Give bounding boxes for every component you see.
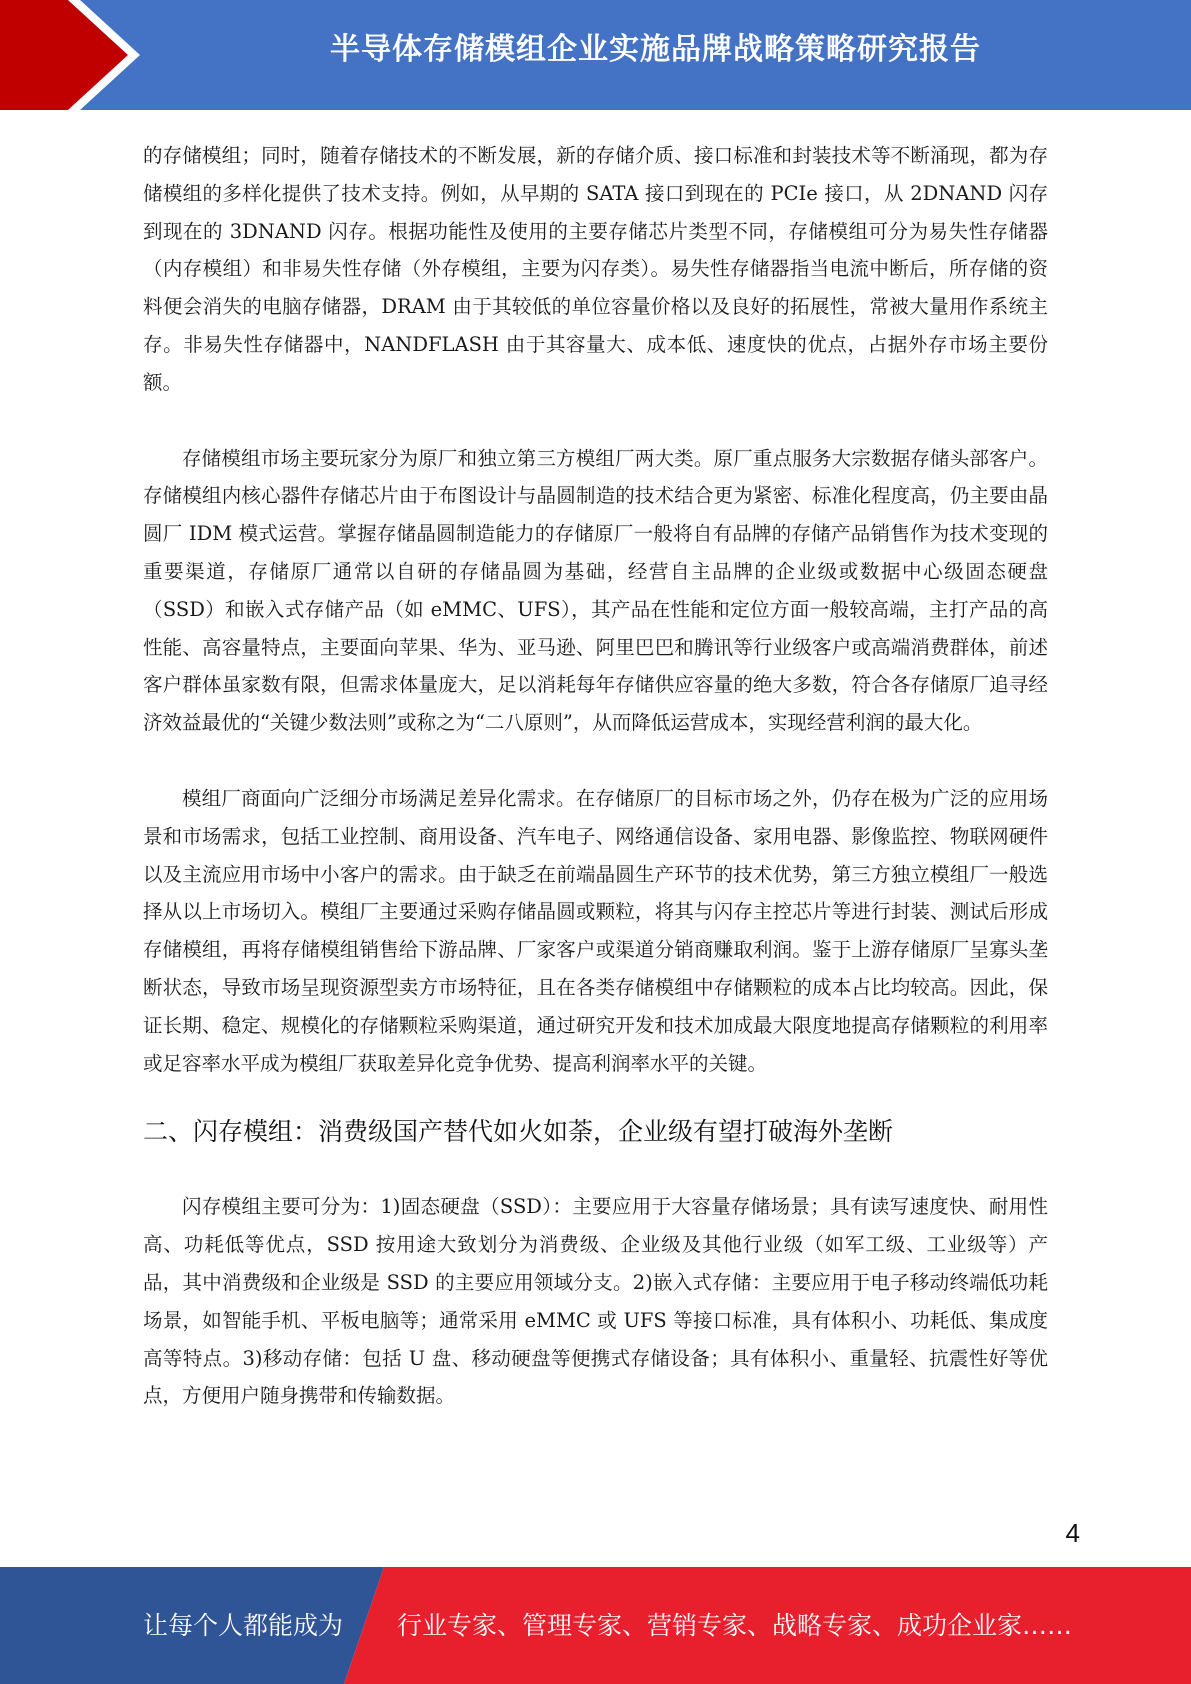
paragraph-spacer xyxy=(143,402,1048,440)
body-paragraph-3: 模组厂商面向广泛细分市场满足差异化需求。在存储原厂的目标市场之外，仍存在极为广泛的应用场景和市场需求，包括工业控制、商用设备、汽车电子、网络通信设备、家用电器、影像监控、物联网硬件以及主流应用市场中小客户的需求。由于缺乏在前端晶圆生产环节的技术优势，第三方独立模组厂一般选择从以上市场切入。模组厂主要通过采购存储晶圆或颗粒，将其与闪存主控芯片等进行封装、测试后形成存储模组，再将存储模组销售给下游品牌、厂家客户或渠道分销商赚取利润。鉴于上游存储原厂呈寡头垄断状态，导致市场呈现资源型卖方市场特征，且在各类存储模组中存储颗粒的成本占比均较高。因此，保证长期、稳定、规模化的存储颗粒采购渠道，通过研究开发和技术加成最大限度地提高存储颗粒的利用率或足容率水平成为模组厂获取差异化竞争优势、提高利润率水平的关键。 xyxy=(143,786,1048,1075)
section-paragraph: 闪存模组主要可分为：1)固态硬盘（SSD）：主要应用于大容量存储场景；具有读写速度快、耐用性高、功耗低等优点，SSD 按用途大致划分为消费级、企业级及其他行业级（如军工级、工业级等）产品，其中消费级和企业级是 SSD 的主要应用领域分支。2)嵌入式存储：主要应用于电子移动终端低功耗场景，如智能手机、平板电脑等；通常采用 eMMC 或 UFS 等接口标准，具有体积小、功耗低、集成度高等特点。3)移动存储：包括 U 盘、移动硬盘等便携式存储设备；具有体积小、重量轻、抗震性好等优点，方便用户随身携带和传输数据。 xyxy=(143,1195,1048,1408)
header-banner xyxy=(0,0,1191,110)
paragraph-spacer xyxy=(143,742,1048,780)
page-number: 4 xyxy=(1065,1518,1080,1548)
footer-slogan-right: 行业专家、管理专家、营销专家、战略专家、成功企业家…… xyxy=(397,1611,1073,1640)
footer-slogan-left: 让每个人都能成为 xyxy=(143,1611,344,1640)
body-paragraph-1: 的存储模组；同时，随着存储技术的不断发展，新的存储介质、接口标准和封装技术等不断涌现，都为存储模组的多样化提供了技术支持。例如，从早期的 SATA 接口到现在的 PCIe 接口，从 2DNAND 闪存到现在的 3DNAND 闪存。根据功能性及使用的主要存储芯片类型不同，存储模组可分为易失性存储器（内存模组）和非易失性存储（外存模组，主要为闪存类）。易失性存储器指当电流中断后，所存储的资料便会消失的电脑存储器，DRAM 由于其较低的单位容量价格以及良好的拓展性，常被大量用作系统主存。非易失性存储器中，NANDFLASH 由于其容量大、成本低、速度快的优点，占据外存市场主要份额。 xyxy=(143,144,1048,394)
report-title: 半导体存储模组企业实施品牌战略策略研究报告 xyxy=(330,32,981,67)
heading-spacer xyxy=(143,1082,1048,1112)
section-heading: 二、闪存模组：消费级国产替代如火如荼，企业级有望打破海外垄断 xyxy=(143,1117,894,1147)
header-arrow-decoration xyxy=(0,0,160,110)
footer-banner xyxy=(0,1567,1191,1684)
heading-spacer xyxy=(143,1152,1048,1188)
body-paragraph-2: 存储模组市场主要玩家分为原厂和独立第三方模组厂两大类。原厂重点服务大宗数据存储头部客户。存储模组内核心器件存储芯片由于布图设计与晶圆制造的技术结合更为紧密、标准化程度高，仍主要由晶圆厂 IDM 模式运营。掌握存储晶圆制造能力的存储原厂一般将自有品牌的存储产品销售作为技术变现的重要渠道，存储原厂通常以自研的存储晶圆为基础，经营自主品牌的企业级或数据中心级固态硬盘（SSD）和嵌入式存储产品（如 eMMC、UFS），其产品在性能和定位方面一般较高端，主打产品的高性能、高容量特点，主要面向苹果、华为、亚马逊、阿里巴巴和腾讯等行业级客户或高端消费群体，前述客户群体虽家数有限，但需求体量庞大，足以消耗每年存储供应容量的绝大多数，符合各存储原厂追寻经济效益最优的“关键少数法则”或称之为“二八原则”，从而降低运营成本，实现经营利润的最大化。 xyxy=(143,446,1048,735)
document-body xyxy=(143,137,1048,1415)
